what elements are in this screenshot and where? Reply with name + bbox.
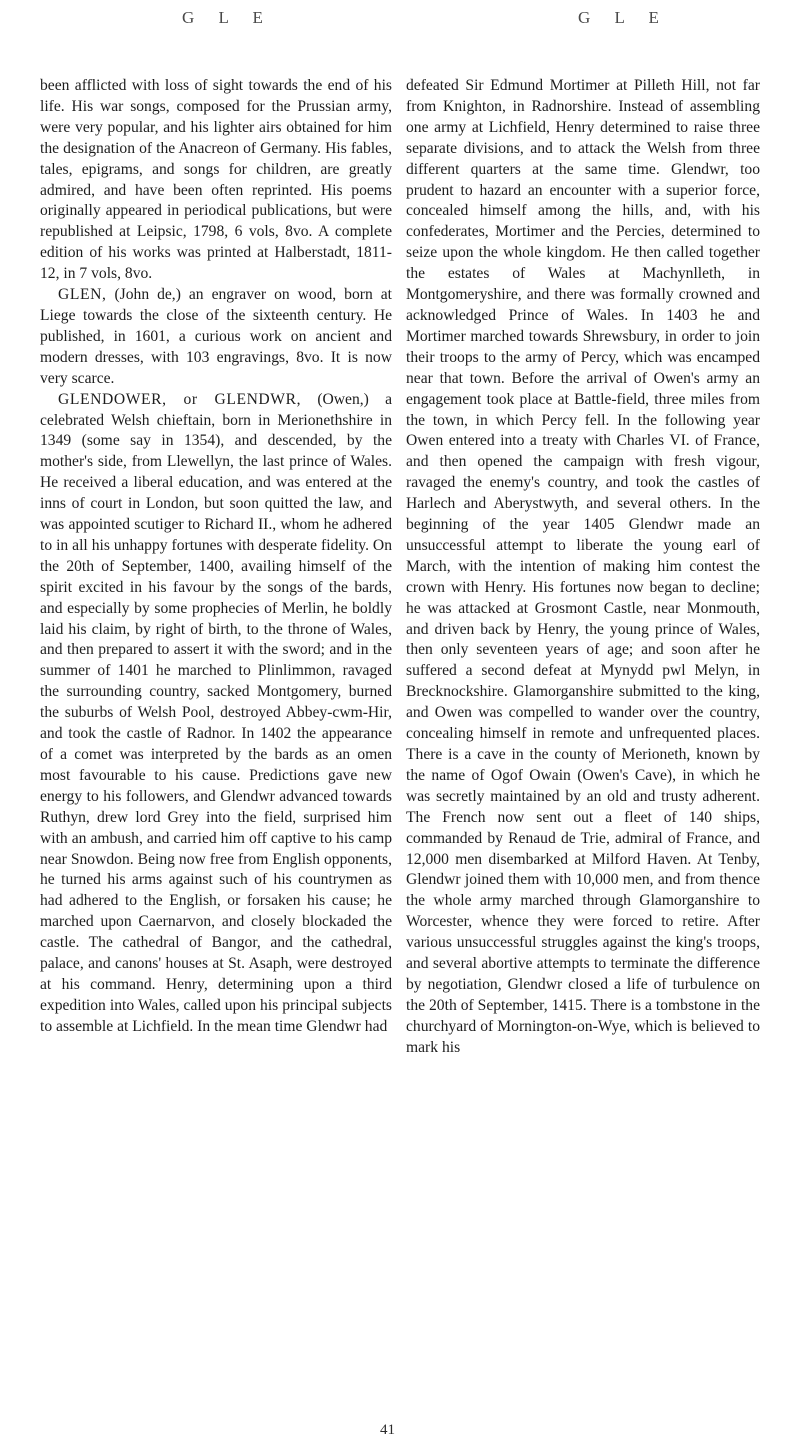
- entry-continuation-gleim: been afflicted with loss of sight towards the end of his life. His war songs, composed for the Prussian army, were very popular, and his lighter airs obtained for him the designation of the Anacreon of Germany. His fables, tales, epigrams, and songs for children, are greatly admired, and have been often reprinted. His poems originally appeared in periodical publications, but were republished at Leipsic, 1798, 6 vols, 8vo. A complete edition of his works was printed at Halberstadt, 1811-12, in 7 vols, 8vo.: [40, 77, 392, 283]
- entry-body-glendower: (Owen,) a celebrated Welsh chieftain, born in Merionethshire in 1349 (some say in 1354), and descended, by the mother's side, from Llewellyn, the last prince of Wales. He received a liberal education, and was entered at the inns of court in London, but soon quitted the law, and was appointed scutiger to Richard II., whom he adhered to in all his unhappy fortunes with desperate fidelity. On the 20th of September, 1400, availing himself of the spirit excited in his favour by the songs of the bards, and especially by some prophecies of Merlin, he boldly laid his claim, by right of birth, to the throne of Wales, and then prepared to assert it with the sword; and in the summer of 1401 he marched to Plinlimmon, ravaged the surrounding country, sacked Montgomery, burned the suburbs of Welsh Pool, destroyed Abbey-cwm-Hir, and took the castle of Radnor. In 1402 the appearance of a comet was interpreted by the bards as an omen most favourable to his cause. Predictions gave new energy to his followers, and Glendwr advanced towards Ruthyn, drew lord Grey into the field, surprised him with an ambush, and carried him off captive to his camp near Snowdon. Being now free from English opponents, he turned his arms against such of his countrymen as had adhered to the English, or forsaken his cause; he marched upon Caernarvon, and closely blockaded the castle. The cathedral of Bangor, and the cathedral, palace, and canons' houses at St. Asaph, were destroyed at his command. Henry, determining upon a third expedition into Wales, called upon his principal subjects to assemble at Lichfield. In the mean time Glendwr had: [40, 390, 393, 1035]
- running-head-right: G L E: [578, 8, 669, 27]
- entry-glen: [40, 285, 392, 390]
- page-number: 41: [380, 1422, 395, 1438]
- entry-headword-glen: GLEN,: [58, 286, 107, 304]
- entry-body-glen: (John de,) an engraver on wood, born at Liege towards the close of the sixteenth century. He published, in 1601, a curious work on ancient and modern dresses, with 103 engravings, 8vo. It is now very scarce.: [40, 286, 392, 387]
- running-head-left: G L E: [182, 8, 273, 27]
- entry-headword-glendower: GLENDOWER, or GLENDWR,: [58, 390, 302, 408]
- right-column: [406, 76, 760, 1059]
- entry-glendower-continued: defeated Sir Edmund Mortimer at Pilleth Hill, not far from Knighton, in Radnorshire. Instead of assembling one army at Lichfield, Henry determined to raise three separate divisions, and to attack the Welsh from three different quarters at the same time. Glendwr, too prudent to hazard an encounter with a superior force, concealed himself among the hills, and, with his confederates, Mortimer and the Percies, determined to seize upon the whole kingdom. He then called together the estates of Wales at Machynlleth, in Montgomeryshire, and there was formally crowned and acknowledged Prince of Wales. In 1403 he and Mortimer marched towards Shrewsbury, in order to join their troops to the army of Percy, which was encamped near that town. Before the arrival of Owen's army an engagement took place at Battle-field, three miles from the town, in which Percy fell. In the following year Owen entered into a treaty with Charles VI. of France, and then opened the campaign with fresh vigour, ravaged the enemy's country, and took the castles of Harlech and Aberystwyth, and several others. In the beginning of the year 1405 Glendwr made an unsuccessful attempt to liberate the young earl of March, with the intention of making him contest the crown with Henry. His fortunes now began to decline; he was attacked at Grosmont Castle, near Monmouth, and driven back by Henry, the young prince of Wales, then only seventeen years of age; and soon after he suffered a second defeat at Mynydd pwl Melyn, in Brecknockshire. Glamorganshire submitted to the king, and Owen was compelled to wander over the country, concealing himself in remote and unfrequented places. There is a cave in the county of Merioneth, known by the name of Ogof Owain (Owen's Cave), in which he was secretly maintained by an old and trusty adherent. The French now sent out a fleet of 140 ships, commanded by Renaud de Trie, admiral of France, and 12,000 men disembarked at Milford Haven. At Tenby, Glendwr joined them with 10,000 men, and from thence the whole army marched through Glamorganshire to Worcester, whence they were forced to retire. After various unsuccessful struggles against the king's troops, and several abortive attempts to terminate the difference by negotiation, Glendwr closed a life of turbulence on the 20th of September, 1415. There is a tombstone in the churchyard of Mornington-on-Wye, which is believed to mark his: [406, 77, 760, 1056]
- left-column: [40, 76, 392, 1038]
- entry-glendower: [40, 390, 392, 1038]
